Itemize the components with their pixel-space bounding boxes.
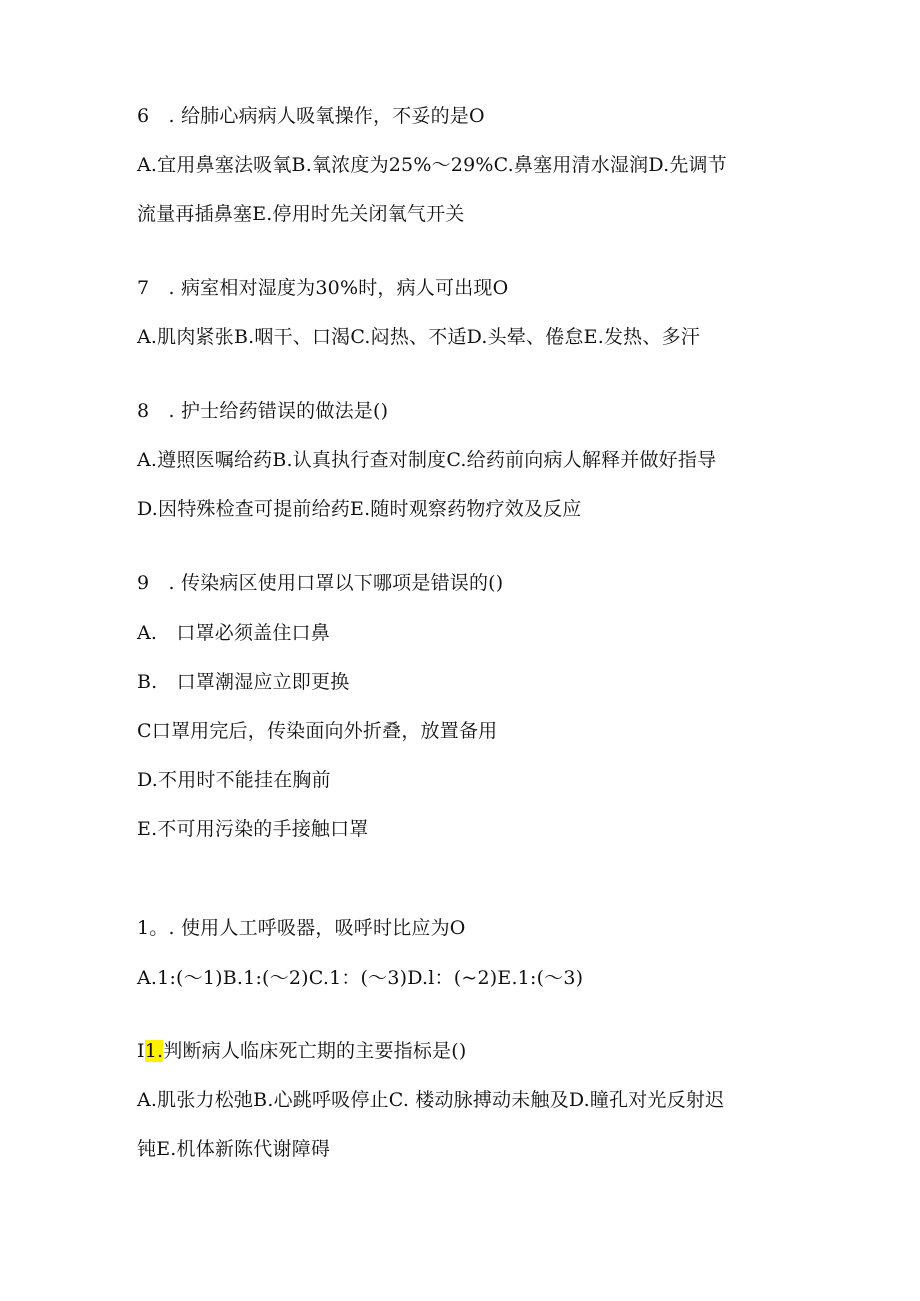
question-11-options-line-1: A.肌张力松弛B.心跳呼吸停止C. 楼动脉搏动未触及D.瞳孔对光反射迟	[137, 1089, 725, 1111]
question-10-stem: 1。. 使用人工呼吸器，吸呼时比应为O	[137, 917, 466, 939]
question-8-options-line-1: A.遵照医嘱给药B.认真执行查对制度C.给药前向病人解释并做好指导	[137, 449, 717, 471]
question-6-stem: 6 . 给肺心病病人吸氧操作，不妥的是O	[137, 105, 485, 127]
question-8-options-line-2: D.因特殊检查可提前给药E.随时观察药物疗效及反应	[137, 498, 582, 520]
question-11-stem-text: 判断病人临床死亡期的主要指标是()	[163, 1040, 467, 1062]
question-9-option-a: A. 口罩必须盖住口鼻	[137, 622, 330, 644]
question-9-option-b: B. 口罩潮湿应立即更换	[137, 671, 350, 693]
question-11-highlighted-number: 1.	[144, 1040, 164, 1062]
question-10-options-line-1: A.1:(～1)B.1:(～2)C.1：(～3)D.l：(~2)E.1:(～3)	[137, 967, 584, 989]
question-6-options-line-1: A.宜用鼻塞法吸氧B.氧浓度为25%～29%C.鼻塞用清水湿润D.先调节	[137, 154, 727, 176]
question-11-stem	[137, 1039, 466, 1063]
question-7-stem: 7 . 病室相对湿度为30%时，病人可出现O	[137, 277, 509, 299]
question-9-option-d: D.不用时不能挂在胸前	[137, 769, 331, 791]
question-7-options-line-1: A.肌肉紧张B.咽干、口渴C.闷热、不适D.头晕、倦怠E.发热、多汗	[137, 326, 700, 348]
question-9-option-c: C口罩用完后，传染面向外折叠，放置备用	[137, 720, 498, 742]
question-6-options-line-2: 流量再插鼻塞E.停用时先关闭氧气开关	[137, 203, 465, 225]
question-8-stem: 8 . 护士给药错误的做法是()	[137, 400, 389, 422]
question-9-stem: 9 . 传染病区使用口罩以下哪项是错误的()	[137, 572, 504, 594]
question-9-option-e: E.不可用污染的手接触口罩	[137, 818, 369, 840]
question-11-stem-prefix: I	[137, 1040, 145, 1062]
question-11-options-line-2: 钝E.机体新陈代谢障碍	[137, 1138, 331, 1160]
